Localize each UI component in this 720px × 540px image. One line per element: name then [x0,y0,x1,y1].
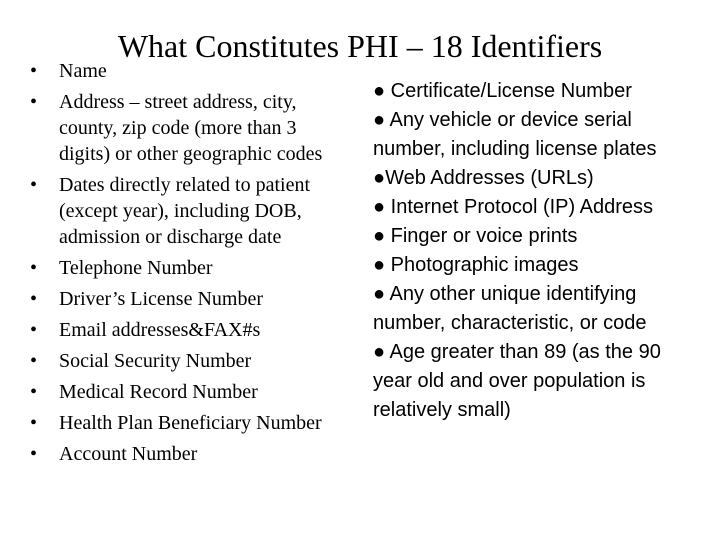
slide-title: What Constitutes PHI – 18 Identifiers [117,28,603,64]
bullet-icon: • [30,174,38,196]
right-identifier-list [373,77,703,425]
list-item [30,58,330,84]
list-item [30,172,330,250]
list-item-text: Telephone Number [59,257,213,279]
bullet-icon: • [30,91,38,113]
list-item [30,89,330,167]
right-list-item: ● Age greater than 89 (as the 90 year old and over population is relatively small) [373,341,661,421]
list-item [30,348,330,374]
bullet-icon: • [30,60,38,82]
bullet-icon: • [30,443,38,465]
bullet-icon: • [30,257,38,279]
list-item [30,255,330,281]
list-item [30,317,330,343]
list-item [30,441,330,467]
list-item-text: Account Number [59,443,198,465]
bullet-icon: • [30,288,38,310]
list-item-text: Health Plan Beneficiary Number [59,412,322,434]
list-item-text: Driver’s License Number [59,288,264,310]
right-list-item: ● Finger or voice prints [373,225,578,247]
right-list-item: ● Internet Protocol (IP) Address [373,196,653,218]
list-item-text: Name [59,60,107,82]
right-list-item: ● Certificate/License Number [373,80,632,102]
right-list-item: ●Web Addresses (URLs) [373,167,594,189]
list-item-text: Address – street address, city, county, zip code (more than 3 digits) or other geographic codes [59,91,323,165]
bullet-icon: • [30,319,38,341]
list-item-text: Email addresses&FAX#s [59,319,261,341]
list-item [30,379,330,405]
list-item-text: Social Security Number [59,350,252,372]
list-item-text: Medical Record Number [59,381,258,403]
left-identifier-list [30,58,330,472]
list-item [30,410,330,436]
bullet-icon: • [30,381,38,403]
list-item-text: Dates directly related to patient (except year), including DOB, admission or discharge date [59,174,311,248]
right-list-item: ● Any vehicle or device serial number, including license plates [373,109,657,160]
right-list-item: ● Photographic images [373,254,579,276]
bullet-icon: • [30,350,38,372]
list-item [30,286,330,312]
bullet-icon: • [30,412,38,434]
right-list-item: ● Any other unique identifying number, characteristic, or code [373,283,647,334]
